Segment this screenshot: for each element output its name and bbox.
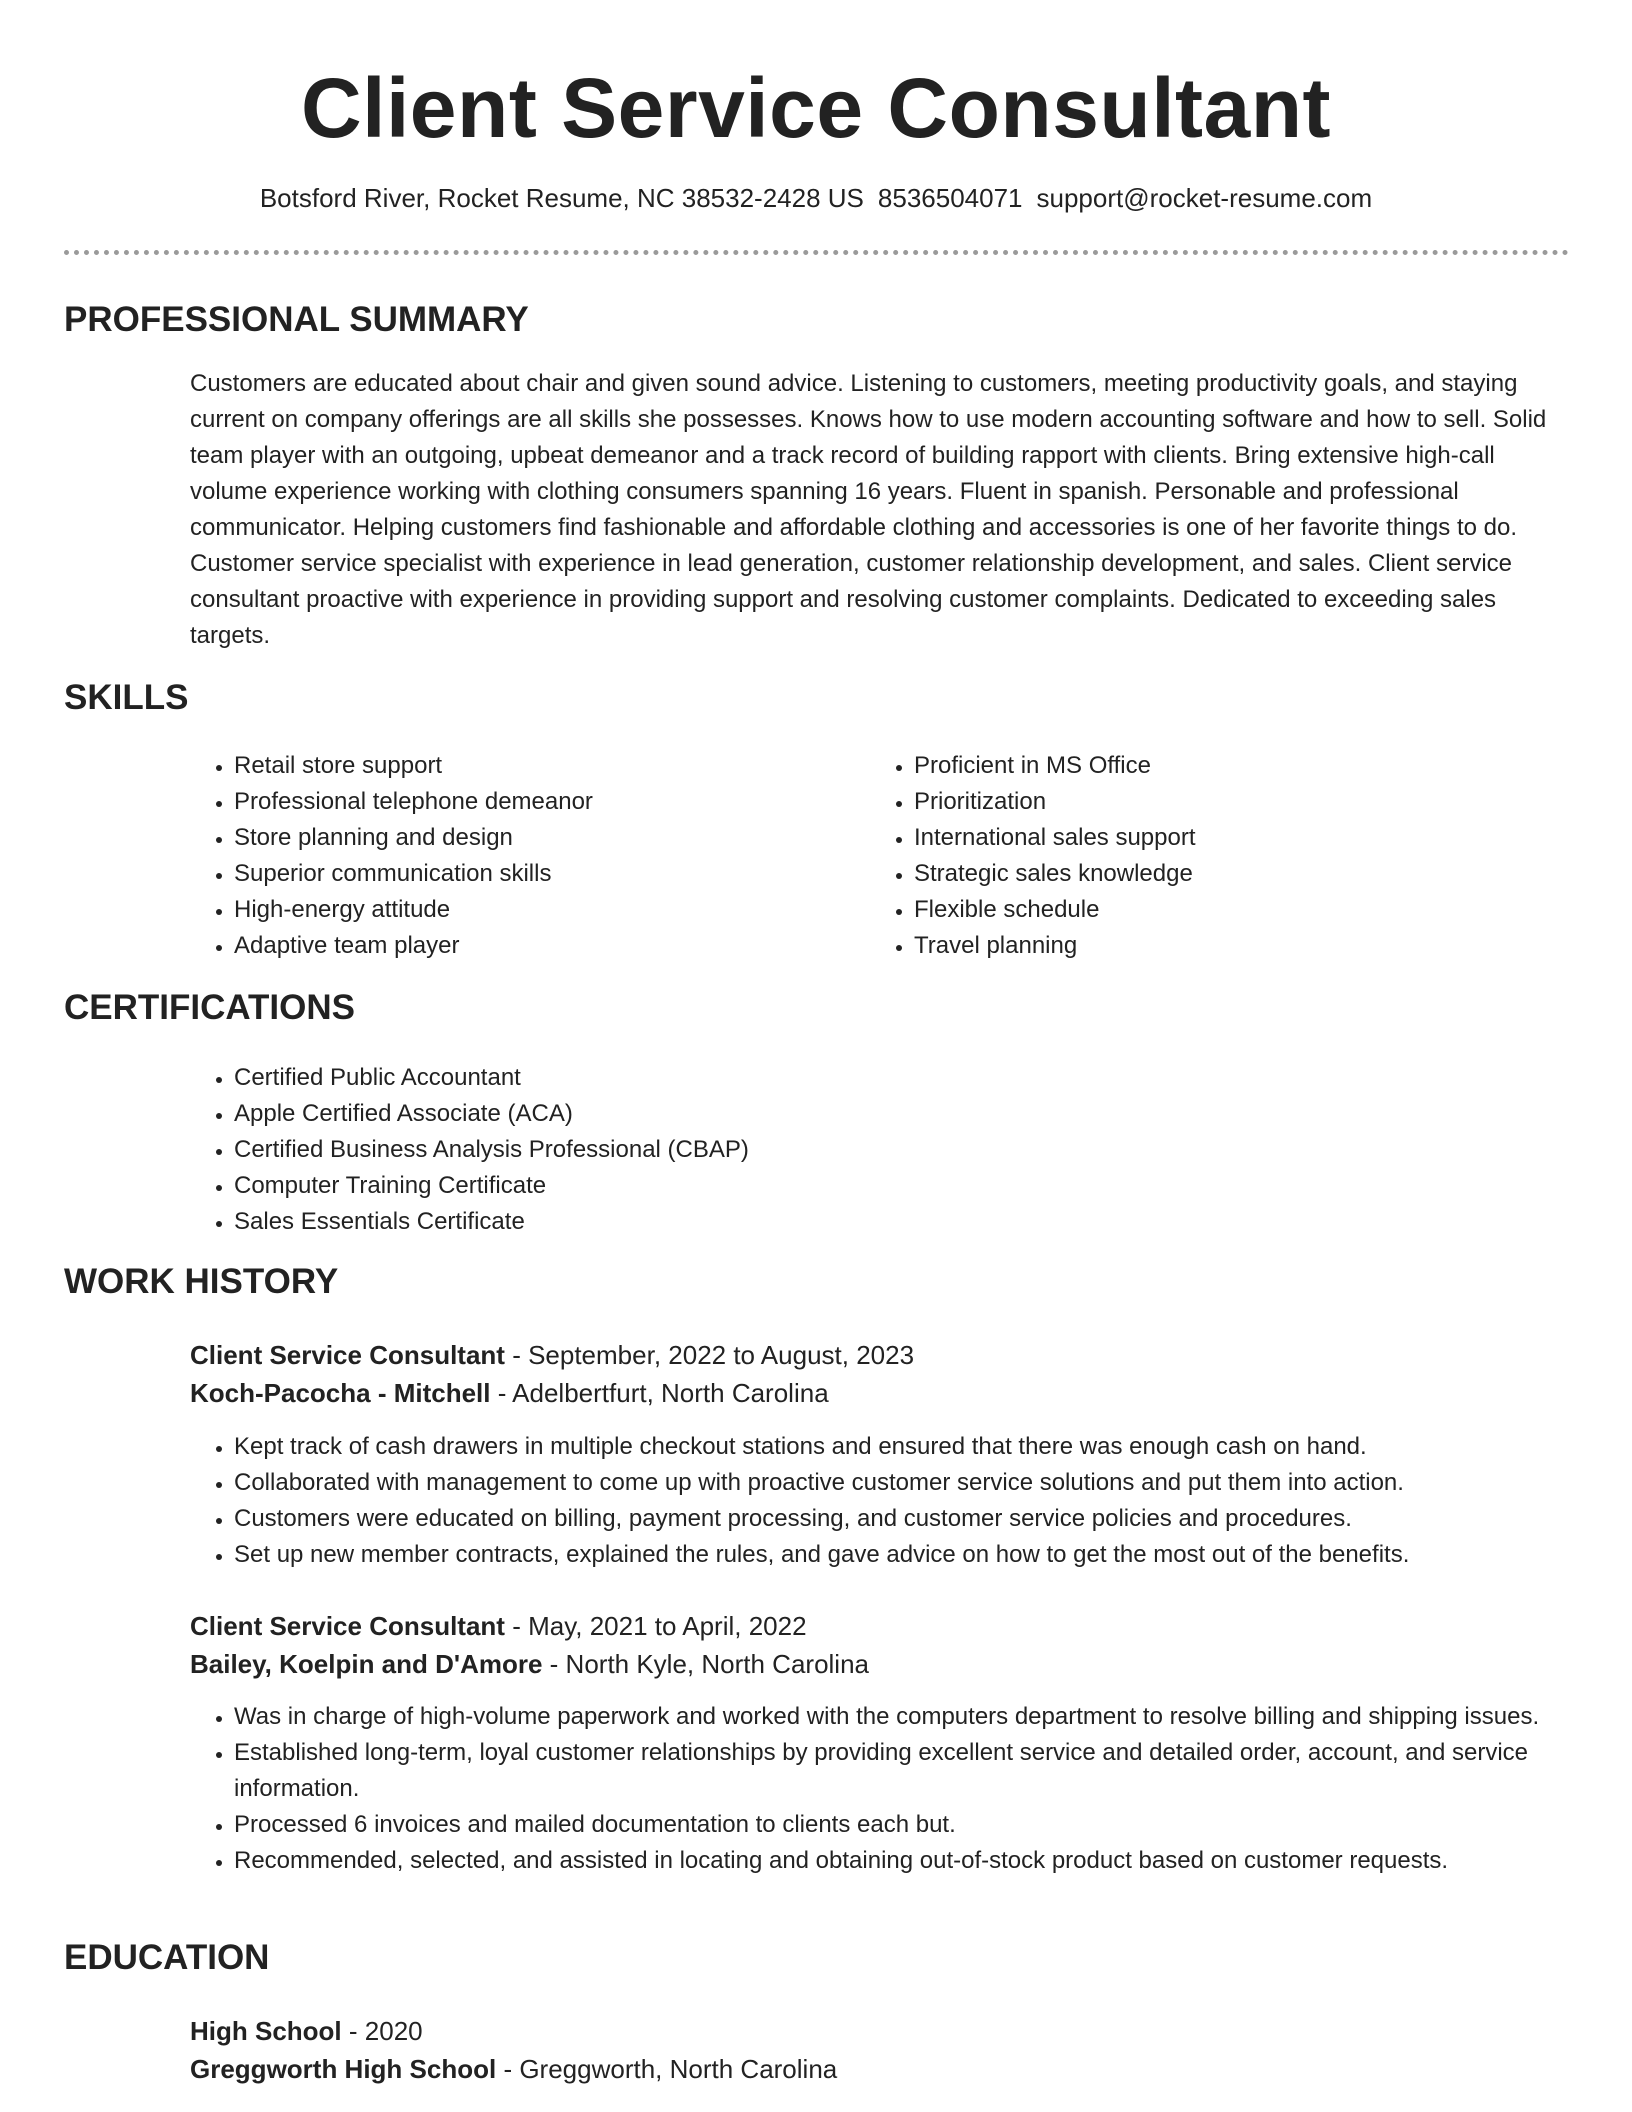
job-bullet: • Set up new member contracts, explained the rules, and gave advice on how to get the most out of the benefits.	[234, 1537, 1580, 1573]
job-dates: - September, 2022 to August, 2023	[504, 1340, 915, 1370]
skills-column-left	[190, 748, 830, 964]
skills-column-right	[870, 748, 1550, 964]
education-school-line	[190, 2050, 1580, 2088]
certification-item: • Computer Training Certificate	[234, 1168, 1190, 1204]
job-bullet: • Collaborated with management to come up with proactive customer service solutions and put them into action.	[234, 1465, 1580, 1501]
skill-item: • Strategic sales knowledge	[914, 856, 1550, 892]
job-title-line	[190, 1607, 1580, 1645]
job-location: - North Kyle, North Carolina	[542, 1649, 869, 1679]
contact-line	[0, 180, 1632, 216]
job-location: - Adelbertfurt, North Carolina	[490, 1378, 829, 1408]
job-bullet: • Recommended, selected, and assisted in locating and obtaining out-of-stock product based on customer requests.	[234, 1843, 1580, 1879]
skill-item: • Flexible schedule	[914, 892, 1550, 928]
skills-heading: SKILLS	[64, 678, 189, 717]
job-title-line	[190, 1336, 1580, 1374]
resume-name-title: Client Service Consultant	[300, 61, 1332, 155]
skill-item: • Adaptive team player	[234, 928, 830, 964]
job-entry	[190, 1607, 1580, 1683]
job-company: Bailey, Koelpin and D'Amore	[190, 1649, 543, 1679]
education-location: - Greggworth, North Carolina	[496, 2054, 838, 2084]
skill-item: • Travel planning	[914, 928, 1550, 964]
job-entry	[190, 1336, 1580, 1412]
job-company-line	[190, 1645, 1580, 1683]
job-company-line	[190, 1374, 1580, 1412]
job-company: Koch-Pacocha - Mitchell	[190, 1378, 491, 1408]
contact-email: support@rocket-resume.com	[1036, 183, 1373, 213]
certifications-list	[190, 1060, 1190, 1240]
skill-item: • High-energy attitude	[234, 892, 830, 928]
job-bullet: • Customers were educated on billing, payment processing, and customer service policies and procedures.	[234, 1501, 1580, 1537]
education-school: Greggworth High School	[190, 2054, 497, 2084]
education-heading: EDUCATION	[64, 1938, 270, 1977]
job-bullets	[190, 1429, 1580, 1573]
education-degree-line	[190, 2012, 1580, 2050]
job-bullet: • Was in charge of high-volume paperwork and worked with the computers department to resolve billing and shipping issues.	[234, 1699, 1580, 1735]
job-bullet: • Kept track of cash drawers in multiple checkout stations and ensured that there was enough cash on hand.	[234, 1429, 1580, 1465]
skill-item: • Superior communication skills	[234, 856, 830, 892]
education-year: - 2020	[341, 2016, 423, 2046]
job-bullet: • Processed 6 invoices and mailed documentation to clients each but.	[234, 1807, 1580, 1843]
summary-text: Customers are educated about chair and given sound advice. Listening to customers, meeting productivity goals, and staying current on company offerings are all skills she possesses. Knows how to use modern accounting software and how to sell. Solid team player with an outgoing, upbeat demeanor and a track record of building rapport with clients. Bring extensive high-call volume experience working with clothing consumers spanning 16 years. Fluent in spanish. Personable and professional communicator. Helping customers find fashionable and affordable clothing and accessories is one of her favorite things to do. Customer service specialist with experience in lead generation, customer relationship development, and sales. Client service consultant proactive with experience in providing support and resolving customer complaints. Dedicated to exceeding sales targets.	[190, 370, 1547, 649]
skill-item: • Store planning and design	[234, 820, 830, 856]
skill-item: • Professional telephone demeanor	[234, 784, 830, 820]
certification-item: • Sales Essentials Certificate	[234, 1204, 1190, 1240]
skill-item: • International sales support	[914, 820, 1550, 856]
skill-item: • Retail store support	[234, 748, 830, 784]
header-divider	[64, 250, 1569, 255]
certification-item: • Certified Public Accountant	[234, 1060, 1190, 1096]
certification-item: • Certified Business Analysis Professional (CBAP)	[234, 1132, 1190, 1168]
certification-item: • Apple Certified Associate (ACA)	[234, 1096, 1190, 1132]
job-title: Client Service Consultant	[190, 1340, 505, 1370]
education-entry	[190, 2012, 1580, 2088]
contact-address: Botsford River, Rocket Resume, NC 38532-2428 US	[259, 183, 864, 213]
summary-heading: PROFESSIONAL SUMMARY	[64, 300, 529, 339]
job-bullets	[190, 1699, 1580, 1879]
education-degree: High School	[190, 2016, 342, 2046]
job-title: Client Service Consultant	[190, 1611, 505, 1641]
job-dates: - May, 2021 to April, 2022	[504, 1611, 807, 1641]
work-history-heading: WORK HISTORY	[64, 1262, 339, 1301]
skill-item: • Prioritization	[914, 784, 1550, 820]
contact-phone: 8536504071	[877, 183, 1023, 213]
job-bullet: • Established long-term, loyal customer relationships by providing excellent service and detailed order, account, and service information.	[234, 1735, 1580, 1807]
certifications-heading: CERTIFICATIONS	[64, 988, 356, 1027]
skill-item: • Proficient in MS Office	[914, 748, 1550, 784]
